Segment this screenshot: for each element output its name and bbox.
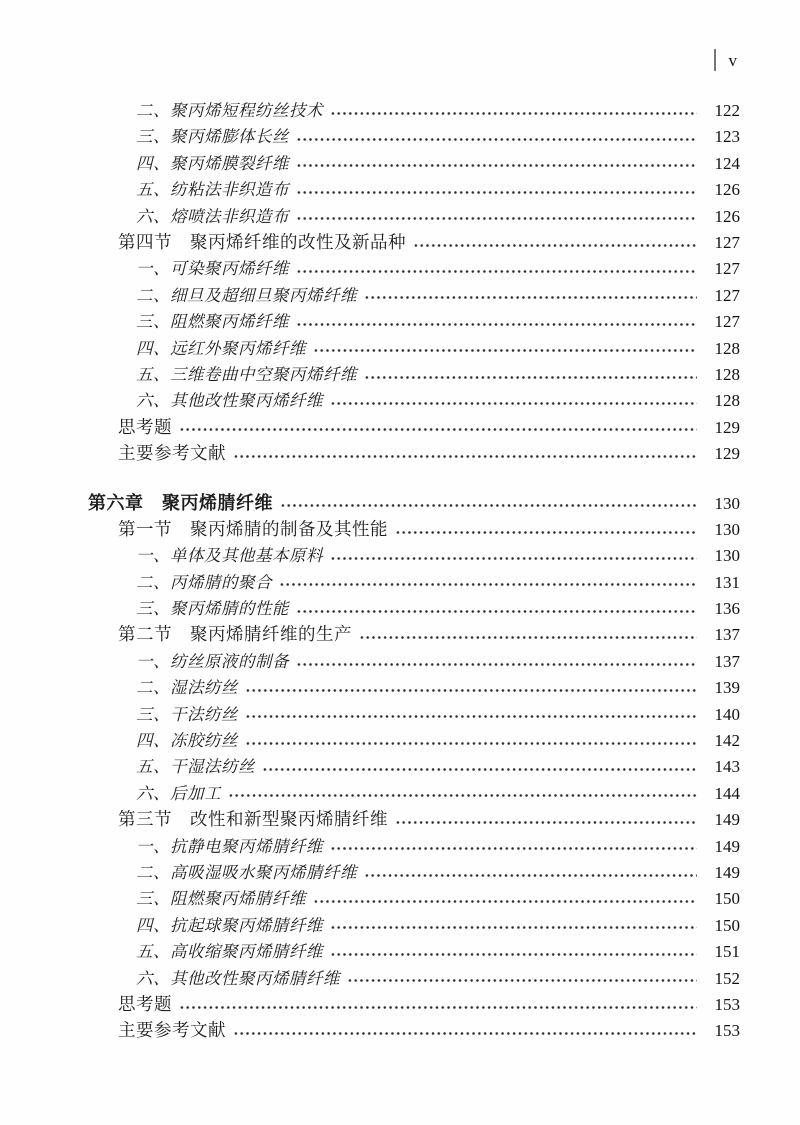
toc-page-number: 151 [714, 942, 740, 962]
dot-leader [279, 583, 697, 586]
toc-row [88, 701, 740, 727]
toc-row [88, 833, 740, 859]
toc-page-number: 153 [714, 1021, 740, 1041]
toc-entry-label: 六、其他改性聚丙烯纤维 [136, 391, 323, 411]
toc-row [88, 361, 740, 387]
toc-entry-label: 三、聚丙烯腈的性能 [136, 599, 289, 619]
toc-row [88, 621, 740, 647]
toc-row [88, 806, 740, 832]
toc-row [88, 414, 740, 440]
dot-leader [395, 531, 697, 534]
toc-row [88, 123, 740, 149]
toc-page-number: 124 [714, 153, 740, 173]
toc-row [88, 753, 740, 779]
toc-entry-label: 四、远红外聚丙烯纤维 [136, 338, 306, 358]
toc-row [88, 912, 740, 938]
toc-entry-label: 第四节 聚丙烯纤维的改性及新品种 [118, 231, 406, 252]
toc-page-number: 153 [714, 994, 740, 1014]
dot-leader [228, 794, 697, 797]
dot-leader [330, 557, 697, 560]
dot-leader [296, 323, 697, 326]
dot-leader [364, 296, 697, 299]
toc-entry-label: 二、细旦及超细旦聚丙烯纤维 [136, 285, 357, 305]
toc-row [88, 150, 740, 176]
dot-leader [359, 636, 697, 639]
dot-leader [262, 768, 697, 771]
dot-leader [179, 1006, 697, 1009]
toc-page-number: 126 [714, 180, 740, 200]
dot-leader [296, 164, 697, 167]
toc-row [88, 885, 740, 911]
toc-page-number: 142 [714, 730, 740, 750]
toc-page-number: 129 [714, 417, 740, 437]
toc-row [88, 595, 740, 621]
toc-entry-label: 六、熔喷法非织造布 [136, 206, 289, 226]
dot-leader [395, 821, 697, 824]
toc-row [88, 674, 740, 700]
toc-page-number: 131 [714, 572, 740, 592]
toc-page-number: 123 [714, 127, 740, 147]
dot-leader [364, 376, 697, 379]
toc-row [88, 938, 740, 964]
dot-leader [233, 455, 697, 458]
dot-leader [179, 428, 697, 431]
toc-entry-label: 一、单体及其他基本原料 [136, 546, 323, 566]
dot-leader [296, 217, 697, 220]
toc-page-number: 128 [714, 364, 740, 384]
toc-page-number: 150 [714, 915, 740, 935]
toc-page-number: 126 [714, 206, 740, 226]
toc-entry-label: 五、干湿法纺丝 [136, 757, 255, 777]
toc-row [88, 648, 740, 674]
dot-leader [245, 742, 697, 745]
toc-entry-label: 六、后加工 [136, 783, 221, 803]
toc-entry-label: 二、高吸湿吸水聚丙烯腈纤维 [136, 862, 357, 882]
toc-row [88, 255, 740, 281]
toc-page-number: 144 [714, 783, 740, 803]
toc-entry-label: 思考题 [118, 416, 172, 437]
dot-leader [245, 689, 697, 692]
toc-entry-label: 四、冻胶纺丝 [136, 730, 238, 750]
dot-leader [296, 270, 697, 273]
dot-leader [330, 847, 697, 850]
toc-entry-label: 第六章 聚丙烯腈纤维 [88, 493, 273, 514]
toc-group [88, 97, 740, 466]
toc-row [88, 387, 740, 413]
toc-entry-label: 一、纺丝原液的制备 [136, 651, 289, 671]
dot-leader [313, 349, 697, 352]
toc-page-number: 128 [714, 338, 740, 358]
toc-page-number: 149 [714, 862, 740, 882]
toc-row [88, 965, 740, 991]
toc-row [88, 176, 740, 202]
toc-row [88, 229, 740, 255]
toc-row [88, 727, 740, 753]
toc-entry-label: 六、其他改性聚丙烯腈纤维 [136, 968, 340, 988]
toc-entry-label: 一、抗静电聚丙烯腈纤维 [136, 836, 323, 856]
toc-entry-label: 五、高收缩聚丙烯腈纤维 [136, 942, 323, 962]
toc-entry-label: 一、可染聚丙烯纤维 [136, 259, 289, 279]
toc-row [88, 516, 740, 542]
toc-row [88, 282, 740, 308]
toc-page-number: 130 [714, 519, 740, 539]
dot-leader [330, 953, 697, 956]
toc-row [88, 1017, 740, 1043]
dot-leader [296, 663, 697, 666]
toc-entry-label: 第二节 聚丙烯腈纤维的生产 [118, 624, 352, 645]
toc-entry-label: 四、抗起球聚丙烯腈纤维 [136, 915, 323, 935]
toc-page-number: 149 [714, 836, 740, 856]
toc-page-number: 130 [714, 494, 740, 514]
toc-entry-label: 三、聚丙烯膨体长丝 [136, 127, 289, 147]
dot-leader [296, 191, 697, 194]
header-divider-rule [714, 49, 716, 71]
toc-page-number: 127 [714, 259, 740, 279]
toc-entry-label: 主要参考文献 [118, 443, 226, 464]
toc-row [88, 991, 740, 1017]
toc-entry-label: 思考题 [118, 993, 172, 1014]
dot-leader [364, 874, 697, 877]
dot-leader [347, 979, 697, 982]
toc-page-number: 136 [714, 599, 740, 619]
toc-page-number: 139 [714, 678, 740, 698]
toc-entry-label: 主要参考文献 [118, 1020, 226, 1041]
toc-page-number: 140 [714, 704, 740, 724]
toc-entry-label: 三、干法纺丝 [136, 704, 238, 724]
toc-page-number: 127 [714, 312, 740, 332]
toc-row [88, 859, 740, 885]
toc-page-number: 127 [714, 232, 740, 252]
dot-leader [280, 504, 697, 507]
toc-row [88, 335, 740, 361]
toc-row [88, 97, 740, 123]
toc-row [88, 203, 740, 229]
dot-leader [313, 900, 697, 903]
dot-leader [330, 926, 697, 929]
dot-leader [330, 112, 697, 115]
dot-leader [330, 402, 697, 405]
toc-entry-label: 第一节 聚丙烯腈的制备及其性能 [118, 518, 388, 539]
toc-row [88, 542, 740, 568]
toc-page-number: 137 [714, 651, 740, 671]
toc-row [88, 308, 740, 334]
toc-entry-label: 二、丙烯腈的聚合 [136, 572, 272, 592]
dot-leader [413, 244, 697, 247]
toc-entry-label: 五、纺粘法非织造布 [136, 180, 289, 200]
toc-page-number: 149 [714, 810, 740, 830]
toc-entry-label: 二、湿法纺丝 [136, 678, 238, 698]
toc-group [88, 489, 740, 1043]
toc-entry-label: 五、三维卷曲中空聚丙烯纤维 [136, 364, 357, 384]
toc-page-number: 130 [714, 546, 740, 566]
toc-page-number: 128 [714, 391, 740, 411]
toc-entry-label: 二、聚丙烯短程纺丝技术 [136, 101, 323, 120]
toc-row [88, 440, 740, 466]
toc-page-number: 143 [714, 757, 740, 777]
toc-entry-label: 四、聚丙烯膜裂纤维 [136, 153, 289, 173]
dot-leader [245, 715, 697, 718]
page-header [714, 49, 738, 71]
toc-page-number: 137 [714, 625, 740, 645]
toc-page-number: 152 [714, 968, 740, 988]
dot-leader [296, 138, 697, 141]
toc-page-number: 129 [714, 444, 740, 464]
toc-row [88, 489, 740, 515]
dot-leader [296, 610, 697, 613]
dot-leader [233, 1032, 697, 1035]
toc-page-number: 122 [714, 101, 740, 120]
toc-entry-label: 三、阻燃聚丙烯腈纤维 [136, 889, 306, 909]
toc-entry-label: 三、阻燃聚丙烯纤维 [136, 312, 289, 332]
page-number: v [728, 50, 737, 70]
toc-row [88, 569, 740, 595]
toc-entry-label: 第三节 改性和新型聚丙烯腈纤维 [118, 809, 388, 830]
toc-page-number: 127 [714, 285, 740, 305]
toc-row [88, 780, 740, 806]
table-of-contents [88, 97, 740, 1044]
toc-page-number: 150 [714, 889, 740, 909]
